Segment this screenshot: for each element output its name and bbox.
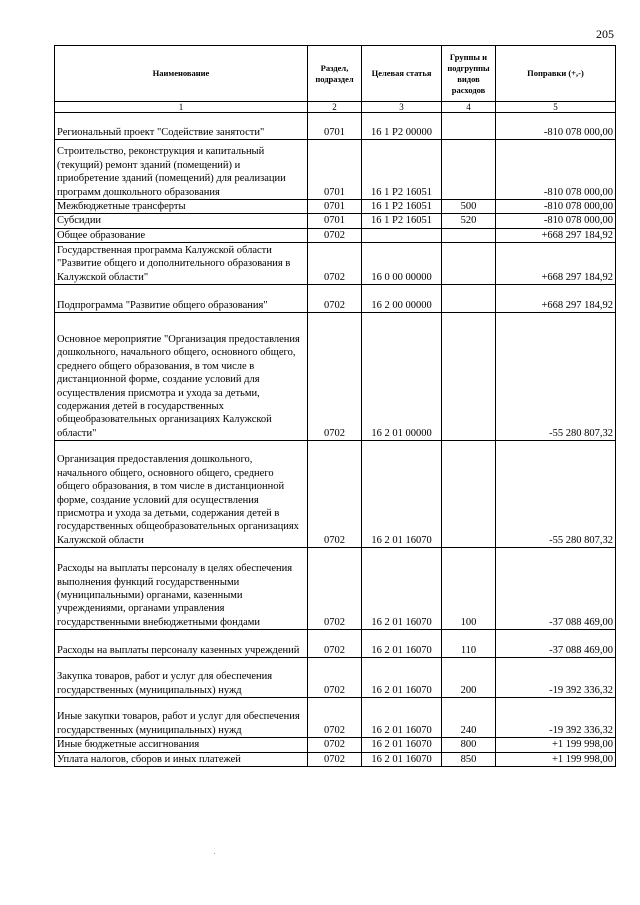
row-target-article <box>362 228 442 242</box>
column-number: 4 <box>442 102 496 113</box>
row-section: 0702 <box>308 313 362 441</box>
row-name: Закупка товаров, работ и услуг для обеспечения государственных (муниципальных) нужд <box>55 658 308 698</box>
row-amount: -810 078 000,00 <box>496 200 616 214</box>
column-number-row <box>55 102 616 113</box>
row-section: 0702 <box>308 698 362 738</box>
header-group: Группы и подгруппы видов расходов <box>442 46 496 102</box>
row-amount: -19 392 336,32 <box>496 698 616 738</box>
row-target-article: 16 2 01 16070 <box>362 548 442 630</box>
column-number: 1 <box>55 102 308 113</box>
row-target-article: 16 2 01 00000 <box>362 313 442 441</box>
row-expense-group <box>442 228 496 242</box>
row-section: 0702 <box>308 738 362 752</box>
row-section: 0702 <box>308 752 362 766</box>
table-row <box>55 285 616 313</box>
row-name: Иные закупки товаров, работ и услуг для обеспечения государственных (муниципальных) нужд <box>55 698 308 738</box>
table-row <box>55 630 616 658</box>
row-amount: -810 078 000,00 <box>496 140 616 200</box>
table-row <box>55 658 616 698</box>
row-section: 0702 <box>308 243 362 285</box>
row-expense-group <box>442 243 496 285</box>
row-amount: +1 199 998,00 <box>496 738 616 752</box>
row-target-article: 16 1 P2 16051 <box>362 140 442 200</box>
table-row <box>55 738 616 752</box>
row-amount: -810 078 000,00 <box>496 214 616 228</box>
row-expense-group: 100 <box>442 548 496 630</box>
row-amount: -55 280 807,32 <box>496 441 616 548</box>
row-target-article: 16 2 01 16070 <box>362 441 442 548</box>
table-row <box>55 752 616 766</box>
row-name: Государственная программа Калужской области "Развитие общего и дополнительного образования в Калужской области" <box>55 243 308 285</box>
row-target-article: 16 2 00 00000 <box>362 285 442 313</box>
header-target: Целевая статья <box>362 46 442 102</box>
row-section: 0701 <box>308 200 362 214</box>
row-amount: -810 078 000,00 <box>496 113 616 140</box>
row-section: 0702 <box>308 285 362 313</box>
row-section: 0702 <box>308 630 362 658</box>
row-target-article: 16 2 01 16070 <box>362 658 442 698</box>
row-expense-group <box>442 313 496 441</box>
row-expense-group: 240 <box>442 698 496 738</box>
row-expense-group <box>442 113 496 140</box>
row-name: Строительство, реконструкция и капитальный (текущий) ремонт зданий (помещений) и приобретение зданий (помещений) для реализации программ дошкольного образования <box>55 140 308 200</box>
row-expense-group: 110 <box>442 630 496 658</box>
header-section: Раздел, подраздел <box>308 46 362 102</box>
row-amount: +668 297 184,92 <box>496 243 616 285</box>
column-number: 2 <box>308 102 362 113</box>
row-name: Основное мероприятие "Организация предоставления дошкольного, начального общего, основного общего, среднего общего образования, в том числе в дистанционной форме, создание условий для осуществления присмотра и ухода за детьми, содержания детей в государственных общеобразовательных организациях Калужской области" <box>55 313 308 441</box>
row-expense-group <box>442 285 496 313</box>
row-expense-group <box>442 140 496 200</box>
row-amount: +668 297 184,92 <box>496 228 616 242</box>
table-row <box>55 113 616 140</box>
row-target-article: 16 2 01 16070 <box>362 698 442 738</box>
column-number: 3 <box>362 102 442 113</box>
row-amount: -19 392 336,32 <box>496 658 616 698</box>
row-target-article: 16 1 P2 16051 <box>362 214 442 228</box>
row-name: Расходы на выплаты персоналу казенных учреждений <box>55 630 308 658</box>
row-target-article: 16 2 01 16070 <box>362 738 442 752</box>
row-section: 0701 <box>308 113 362 140</box>
table-row <box>55 548 616 630</box>
row-target-article: 16 2 01 16070 <box>362 752 442 766</box>
row-expense-group: 500 <box>442 200 496 214</box>
row-target-article: 16 1 P2 16051 <box>362 200 442 214</box>
row-expense-group: 520 <box>442 214 496 228</box>
row-name: Межбюджетные трансферты <box>55 200 308 214</box>
row-amount: +668 297 184,92 <box>496 285 616 313</box>
page-number: 205 <box>596 27 614 41</box>
row-expense-group: 200 <box>442 658 496 698</box>
table-row <box>55 200 616 214</box>
row-amount: -37 088 469,00 <box>496 548 616 630</box>
row-section: 0701 <box>308 214 362 228</box>
row-name: Иные бюджетные ассигнования <box>55 738 308 752</box>
row-target-article: 16 0 00 00000 <box>362 243 442 285</box>
table-row <box>55 228 616 242</box>
table-row <box>55 698 616 738</box>
header-row <box>55 46 616 102</box>
row-section: 0702 <box>308 441 362 548</box>
table-row <box>55 313 616 441</box>
row-section: 0702 <box>308 658 362 698</box>
table-row <box>55 214 616 228</box>
row-expense-group <box>442 441 496 548</box>
row-name: Субсидии <box>55 214 308 228</box>
scan-speck <box>214 853 215 854</box>
row-name: Расходы на выплаты персоналу в целях обеспечения выполнения функций государственными (муниципальными) органами, казенными учреждениями, органами управления государственными внебюджетными фондами <box>55 548 308 630</box>
budget-table <box>54 45 616 767</box>
row-expense-group: 800 <box>442 738 496 752</box>
row-name: Региональный проект "Содействие занятости" <box>55 113 308 140</box>
row-target-article: 16 1 P2 00000 <box>362 113 442 140</box>
table-row <box>55 243 616 285</box>
table-row <box>55 441 616 548</box>
row-section: 0702 <box>308 228 362 242</box>
table-body <box>55 113 616 767</box>
table-row <box>55 140 616 200</box>
row-name: Общее образование <box>55 228 308 242</box>
row-target-article: 16 2 01 16070 <box>362 630 442 658</box>
row-amount: -55 280 807,32 <box>496 313 616 441</box>
row-expense-group: 850 <box>442 752 496 766</box>
header-name: Наименование <box>55 46 308 102</box>
row-name: Организация предоставления дошкольного, начального общего, основного общего, среднего общего образования, в том числе в дистанционной форме, создание условий для осуществления присмотра и ухода за детьми, содержания детей в государственных общеобразовательных организациях Калужской области <box>55 441 308 548</box>
row-amount: +1 199 998,00 <box>496 752 616 766</box>
row-section: 0701 <box>308 140 362 200</box>
row-amount: -37 088 469,00 <box>496 630 616 658</box>
header-amount: Поправки (+,-) <box>496 46 616 102</box>
row-name: Уплата налогов, сборов и иных платежей <box>55 752 308 766</box>
row-section: 0702 <box>308 548 362 630</box>
column-number: 5 <box>496 102 616 113</box>
row-name: Подпрограмма "Развитие общего образования" <box>55 285 308 313</box>
